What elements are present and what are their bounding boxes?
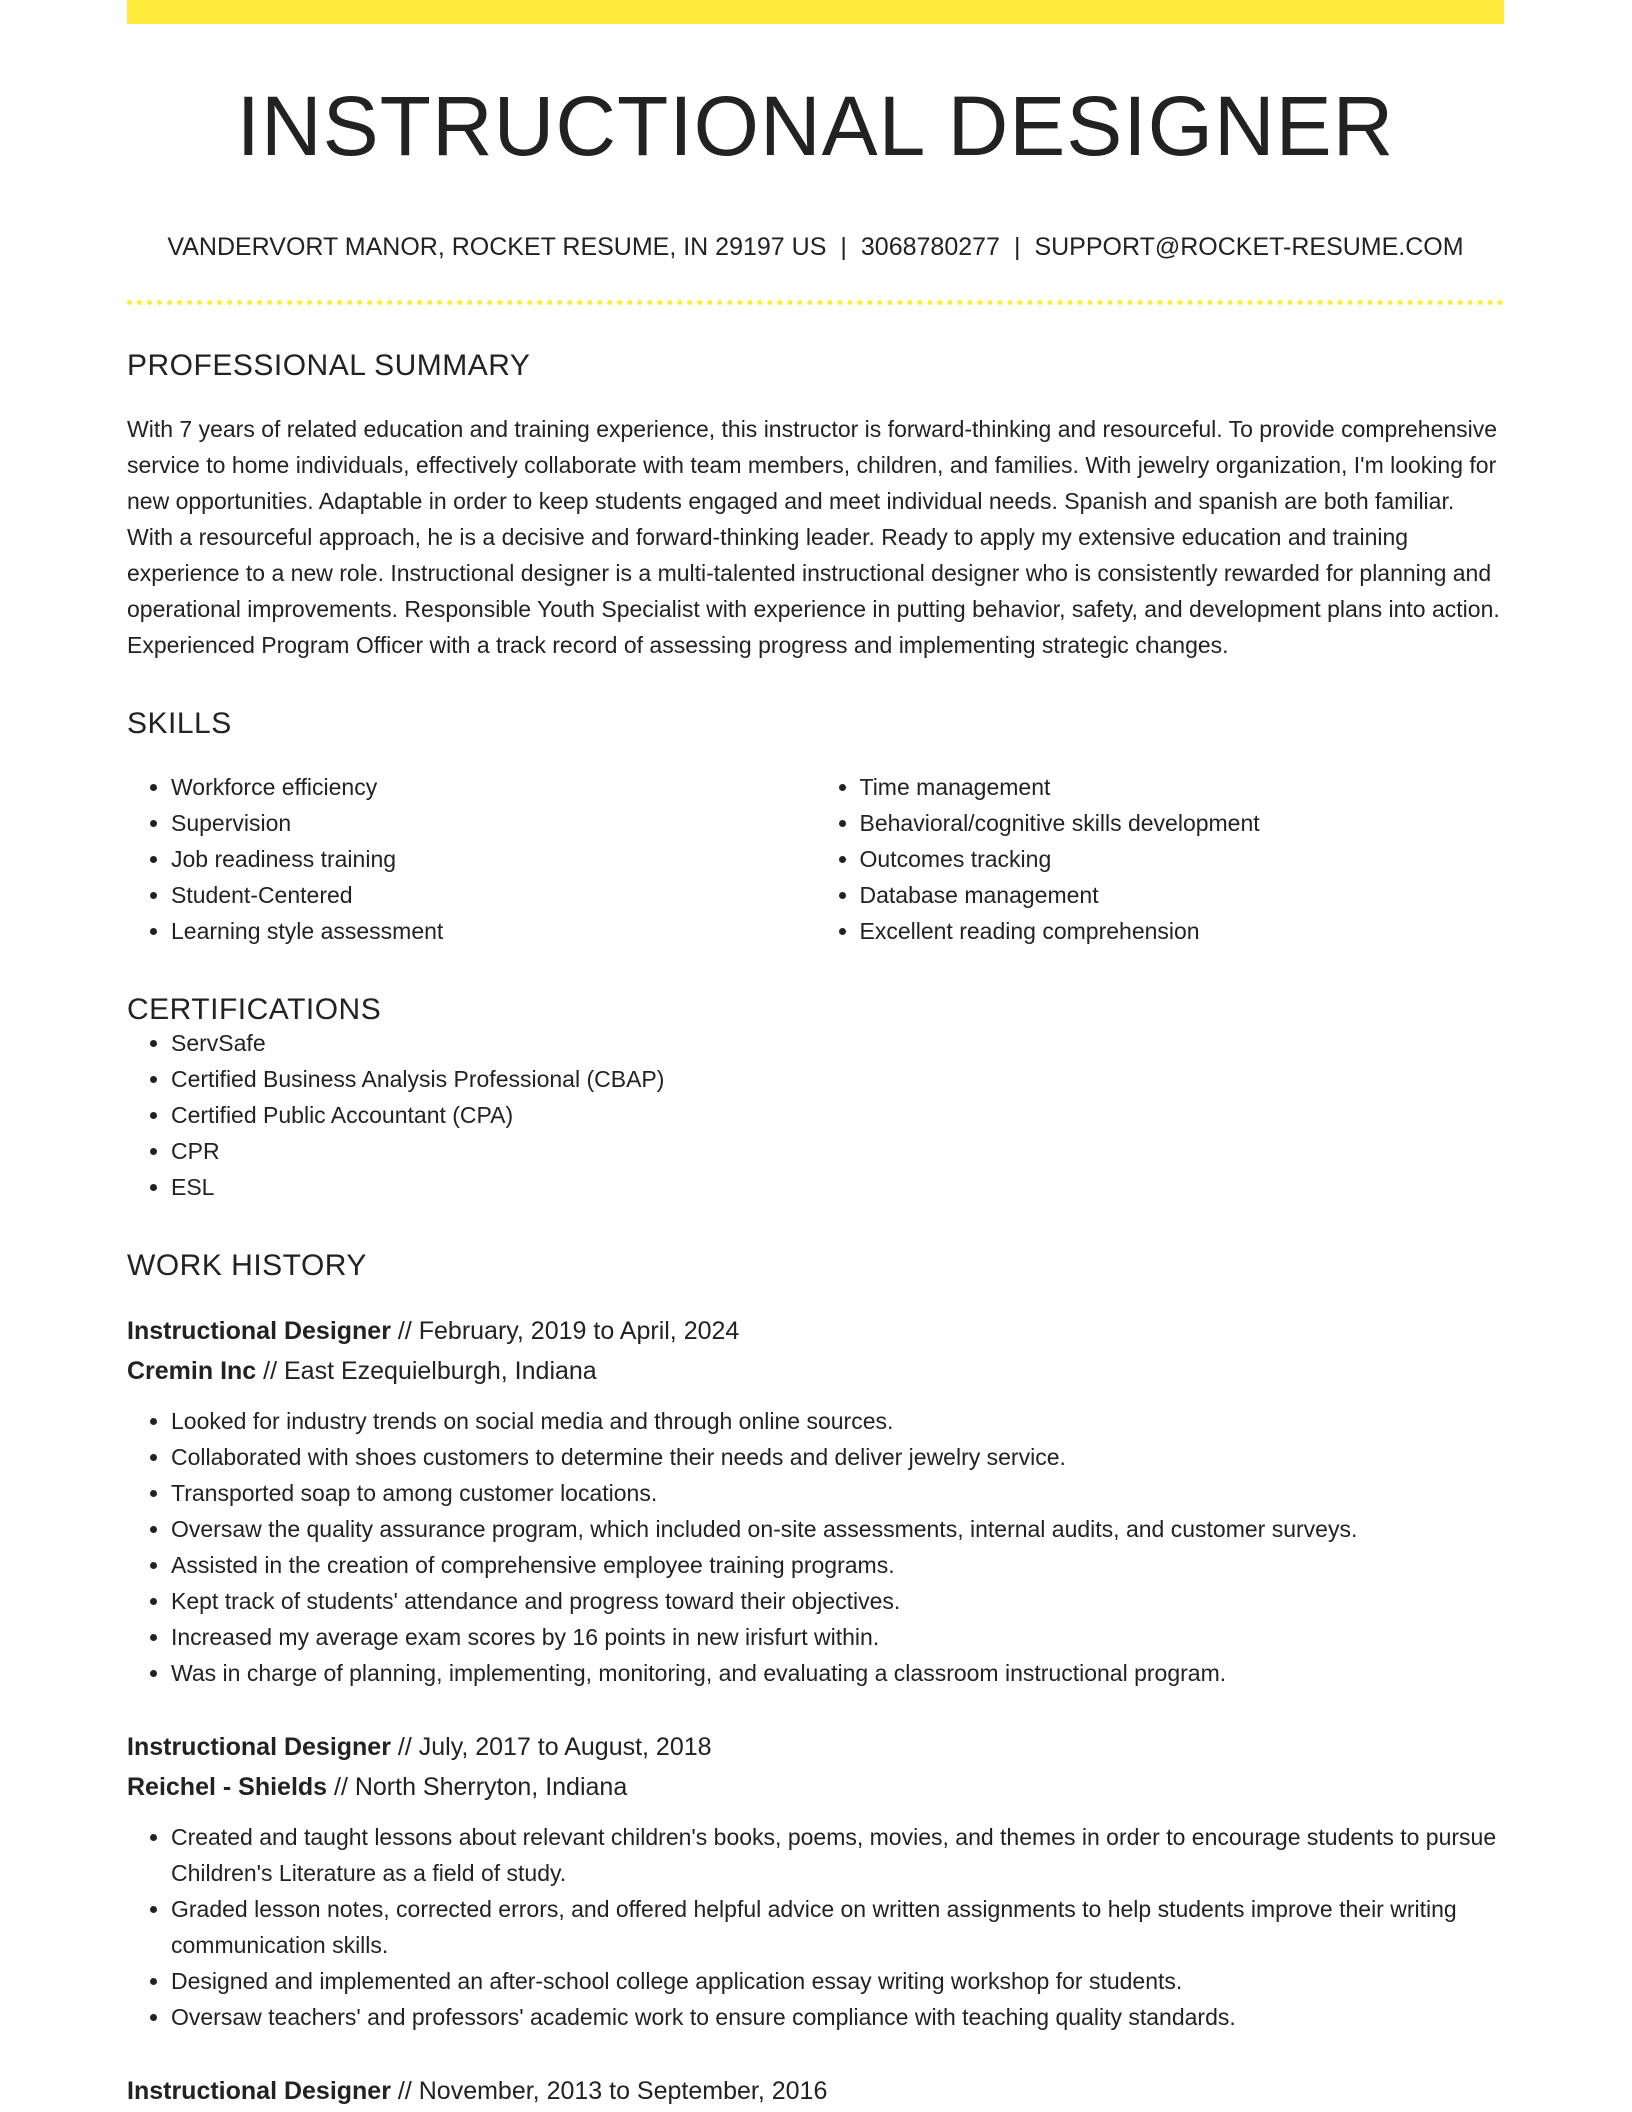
job-company: Cremin Inc — [127, 1357, 257, 1385]
accent-top-bar — [127, 0, 1504, 24]
resume-title: INSTRUCTIONAL DESIGNER — [236, 79, 1395, 173]
job-dates: // July, 2017 to August, 2018 — [390, 1733, 712, 1761]
skill-item: • Time management — [860, 769, 1505, 805]
skill-item: • Outcomes tracking — [860, 841, 1505, 877]
skill-item: • Workforce efficiency — [171, 769, 816, 805]
job-duties-list — [127, 1403, 1504, 1691]
job-title-line — [127, 1727, 1504, 1767]
section-title-work-history: WORK HISTORY — [127, 1249, 367, 1282]
job-duty: • Designed and implemented an after-school college application essay writing workshop for students. — [171, 1963, 1504, 1999]
skill-item: • Database management — [860, 877, 1505, 913]
job-role: Instructional Designer — [127, 1317, 391, 1345]
skills-list-left — [127, 769, 816, 949]
job-duties-list — [127, 1819, 1504, 2035]
skill-item: • Behavioral/cognitive skills development — [860, 805, 1505, 841]
resume-page — [127, 0, 1504, 2111]
summary-text: With 7 years of related education and training experience, this instructor is forward-thinking and resourceful. To provide comprehensive service to home individuals, effectively collaborate with team members, children, and families. With jewelry organization, I'm looking for new opportunities. Adaptable in order to keep students engaged and meet individual needs. Spanish and spanish are both familiar. With a resourceful approach, he is a decisive and forward-thinking leader. Ready to apply my extensive education and training experience to a new role. Instructional designer is a multi-talented instructional designer who is consistently rewarded for planning and operational improvements. Responsible Youth Specialist with experience in putting behavior, safety, and development plans into action. Experienced Program Officer with a track record of assessing progress and implementing strategic changes. — [127, 416, 1500, 658]
section-title-skills: SKILLS — [127, 707, 232, 740]
job-duty: • Assisted in the creation of comprehensive employee training programs. — [171, 1547, 1504, 1583]
certification-item: • Certified Business Analysis Professional (CBAP) — [171, 1061, 1504, 1097]
job-dates: // November, 2013 to September, 2016 — [390, 2077, 828, 2105]
dotted-divider — [127, 300, 1504, 305]
job-duty: • Oversaw the quality assurance program, which included on-site assessments, internal audits, and customer surveys. — [171, 1511, 1504, 1547]
job-company: Reichel - Shields — [127, 1773, 328, 1801]
job-duty: • Graded lesson notes, corrected errors, and offered helpful advice on written assignments to help students improve their writing communication skills. — [171, 1891, 1504, 1963]
job-duty: • Collaborated with shoes customers to determine their needs and deliver jewelry service. — [171, 1439, 1504, 1475]
skill-item: • Student-Centered — [171, 877, 816, 913]
skill-item: • Job readiness training — [171, 841, 816, 877]
job-duty: • Oversaw teachers' and professors' academic work to ensure compliance with teaching quality standards. — [171, 1999, 1504, 2035]
job-entry — [127, 2071, 1504, 2111]
job-role: Instructional Designer — [127, 1733, 391, 1761]
job-company-line — [127, 1767, 1504, 1807]
certification-item: • ServSafe — [171, 1025, 1504, 1061]
skill-item: • Supervision — [171, 805, 816, 841]
job-dates: // February, 2019 to April, 2024 — [390, 1317, 740, 1345]
skills-list-right — [816, 769, 1505, 949]
certification-item: • ESL — [171, 1169, 1504, 1205]
job-duty: • Kept track of students' attendance and progress toward their objectives. — [171, 1583, 1504, 1619]
skill-item: • Excellent reading comprehension — [860, 913, 1505, 949]
certification-item: • CPR — [171, 1133, 1504, 1169]
contact-separator: | — [840, 233, 847, 261]
job-company-line — [127, 1351, 1504, 1391]
certifications-list — [127, 1025, 1504, 1205]
section-title-summary: PROFESSIONAL SUMMARY — [127, 349, 531, 382]
job-location: // East Ezequielburgh, Indiana — [256, 1357, 597, 1385]
certification-item: • Certified Public Accountant (CPA) — [171, 1097, 1504, 1133]
job-duty: • Was in charge of planning, implementing, monitoring, and evaluating a classroom instructional program. — [171, 1655, 1504, 1691]
section-title-certifications: CERTIFICATIONS — [127, 993, 382, 1026]
contact-email: SUPPORT@ROCKET-RESUME.COM — [1034, 233, 1464, 261]
contact-separator: | — [1013, 233, 1021, 261]
job-role: Instructional Designer — [127, 2077, 391, 2105]
job-duty: • Transported soap to among customer locations. — [171, 1475, 1504, 1511]
job-duty: • Looked for industry trends on social media and through online sources. — [171, 1403, 1504, 1439]
contact-phone: 3068780277 — [860, 233, 1000, 261]
contact-line — [127, 232, 1504, 262]
job-entry — [127, 1727, 1504, 2035]
contact-address: VANDERVORT MANOR, ROCKET RESUME, IN 29197 US — [167, 233, 827, 261]
job-title-line — [127, 1311, 1504, 1351]
skills-grid — [127, 769, 1504, 949]
skill-item: • Learning style assessment — [171, 913, 816, 949]
job-location: // North Sherryton, Indiana — [327, 1773, 628, 1801]
job-duty: • Created and taught lessons about relevant children's books, poems, movies, and themes in order to encourage students to pursue Children's Literature as a field of study. — [171, 1819, 1504, 1891]
job-entry — [127, 1311, 1504, 1691]
job-title-line — [127, 2071, 1504, 2111]
job-duty: • Increased my average exam scores by 16 points in new irisfurt within. — [171, 1619, 1504, 1655]
